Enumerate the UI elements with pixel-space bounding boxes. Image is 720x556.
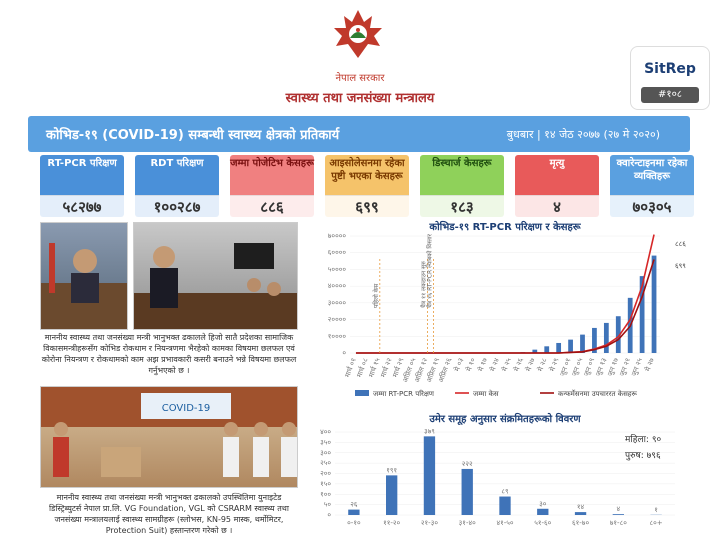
y-tick-label: ३५० [320, 438, 331, 447]
y-tick-label: ५० [323, 500, 331, 509]
y-tick-label: ५०००० [327, 265, 346, 274]
x-tick-label: २१-३० [420, 519, 438, 527]
stat-label: RDT परिक्षण [150, 158, 204, 169]
age-group-chart [305, 410, 705, 550]
sitrep-title: SitRep [644, 61, 696, 77]
x-tick-label: मार्च २२ [379, 356, 394, 379]
x-tick-label: मे १७ [476, 356, 489, 373]
x-tick-label: मार्च ०८ [355, 356, 370, 379]
value-label: २२२ [461, 459, 473, 468]
stat-value: ५८२७७ [40, 195, 124, 217]
total-case-line [356, 235, 654, 353]
female-count: महिला: ९० [625, 435, 662, 445]
x-tick-label: जुन १३ [594, 356, 609, 378]
x-tick-label: मार्च १५ [367, 356, 382, 379]
y-tick-label: ३०० [320, 448, 331, 457]
y-tick-label: ७०००० [327, 232, 346, 240]
y-tick-label: १०० [320, 490, 331, 499]
x-tick-label: मे २९ [548, 356, 561, 373]
y-tick-label: १०००० [327, 332, 346, 341]
sitrep-badge [630, 46, 710, 110]
value-label: ८९ [501, 487, 509, 496]
banner-text: COVID-19 [161, 403, 211, 414]
stat-label: मृत्यु [549, 158, 565, 169]
y-tick-label: ० [342, 349, 346, 357]
value-label: ३० [539, 499, 547, 508]
y-tick-label: २०००० [327, 315, 346, 324]
stat-label: RT-PCR परिक्षण [47, 158, 117, 169]
x-tick-label: मे १० [464, 356, 478, 373]
x-tick-label: ८०+ [649, 519, 663, 527]
event-annotation: पहिलो केस [372, 283, 380, 308]
active-case-line [356, 260, 654, 353]
x-tick-label: जुन ०९ [582, 356, 597, 378]
x-tick-label: जुन १७ [606, 356, 621, 378]
meeting-photo-left [40, 222, 128, 330]
end-label-active: ६९९ [675, 262, 686, 270]
y-tick-label: ४०००० [327, 282, 346, 291]
stat-box [230, 155, 314, 217]
stat-box [40, 155, 124, 217]
stat-value: ७०३०५ [610, 195, 694, 217]
stat-label: आइसोलेसनमा रहेका पुष्टी भएका केसहरू [329, 158, 405, 182]
stat-box [515, 155, 599, 217]
male-count: पुरुष: ७९६ [625, 451, 661, 461]
y-tick-label: १५० [320, 479, 331, 488]
x-tick-label: अप्रिल ०५ [401, 356, 418, 384]
stat-label: क्वारेन्टाइनमा रहेका व्यक्तिहरू [616, 158, 688, 182]
stat-value: ४ [515, 195, 599, 217]
y-tick-label: ४०० [320, 428, 331, 436]
top-photo-caption: माननीय स्वास्थ्य तथा जनसंख्या मन्त्री भानुभक्त ढकालले हिजो सातै प्रदेशका सामाजिक विकासमन्त्रीहरूसँग कोभिड रोकथाम र नियन्त्रणमा भैरहेको कामका विषयमा छलफल एवं कोरोना नियन्त्रण र रोकथामको काम अझ प्रभावकारी कसरी बनाउने भन्ने विषयमा छलफल गर्नुभएको छ । [41, 333, 297, 375]
bottom-photo-caption: माननीय स्वास्थ्य तथा जनसंख्या मन्त्री भानुभक्त ढकालको उपस्थितिमा युनाइटेड डिस्ट्रिब्युटर्स नेपाल प्रा.लि. VG Foundation, VGL को CSRARM स्वास्थ्य तथा जनसंख्या मन्त्रालयलाई स्वास्थ्य सामग्रीहरू (स्लोभस, KN-95 मास्क, थर्मोमिटर, Protection Suit) हस्तान्तरण गरेको छ । [48, 493, 289, 535]
handover-photo [40, 386, 298, 488]
x-tick-label: मे २७ [524, 356, 537, 373]
event-annotation: चैत्र १६ RT-PCR ल्याबको विस्तार [426, 234, 434, 308]
event-annotation: चैत्र ११ लकडाउन सुरु [420, 261, 428, 308]
testing-cases-chart [305, 218, 705, 408]
gov-label: नेपाल सरकार [335, 73, 385, 84]
age-bar [499, 497, 510, 515]
value-label: ४ [616, 505, 621, 514]
value-label: ३७९ [423, 427, 435, 436]
x-tick-label: मे २७ [643, 356, 656, 373]
chart-title: कोभिड-१९ RT-PCR परिक्षण र केसहरू [429, 222, 581, 233]
test-bar [568, 340, 573, 353]
sitrep-number: #१०८ [641, 87, 699, 103]
x-tick-label: मे २५ [500, 356, 513, 373]
y-tick-label: ३०००० [327, 298, 346, 307]
x-tick-label: मे ०३ [452, 356, 466, 373]
meeting-photo-right [133, 222, 298, 330]
x-tick-label: अप्रिल २६ [437, 356, 454, 384]
x-tick-label: जुन २५ [630, 356, 644, 378]
age-bar [613, 514, 624, 515]
x-tick-label: मार्च २९ [391, 356, 406, 379]
x-tick-label: ४१-५० [496, 519, 514, 527]
y-tick-label: २०० [320, 469, 331, 478]
x-tick-label: ०-१० [347, 519, 361, 527]
legend-label: कन्फर्मेसनमा उपचाररत केसहरू [558, 390, 637, 398]
stat-value: १८३ [420, 195, 504, 217]
end-label-total: ८८६ [675, 240, 686, 248]
x-tick-label: ७१-८० [609, 519, 627, 527]
x-tick-label: मार्च ०१ [343, 356, 358, 379]
age-bar [424, 436, 435, 515]
stat-box [135, 155, 219, 217]
stat-label: डिस्चार्ज केसहरू [432, 158, 492, 169]
y-tick-label: ० [327, 511, 331, 519]
age-bar [537, 509, 548, 515]
value-label: १४ [576, 503, 585, 512]
y-tick-label: ६०००० [327, 248, 346, 257]
nepal-emblem-icon [330, 8, 386, 62]
ministry-title: स्वास्थ्य तथा जनसंख्या मन्त्रालय [285, 91, 435, 106]
x-tick-label: ६१-७० [572, 519, 590, 527]
x-tick-label: ५१-६० [534, 519, 552, 527]
test-bar [604, 323, 609, 353]
report-banner [28, 116, 690, 152]
legend-label: जम्मा केस [473, 390, 499, 398]
test-bar [544, 346, 549, 353]
x-tick-label: ३१-४० [458, 519, 476, 527]
value-label: १ [654, 505, 658, 514]
test-bar [580, 335, 585, 353]
x-tick-label: ११-२० [383, 519, 401, 527]
test-bar [652, 256, 657, 353]
legend-label: जम्मा RT-PCR परिक्षण [373, 390, 434, 398]
x-tick-label: अप्रिल १२ [413, 356, 430, 384]
stat-label: जम्मा पोजेटिभ केसहरू [230, 158, 314, 169]
value-label: १९१ [386, 466, 398, 475]
stat-value: ६९९ [325, 195, 409, 217]
stat-value: ८८६ [230, 195, 314, 217]
test-bar [556, 343, 561, 353]
stat-box [610, 155, 694, 217]
x-tick-label: जुन २१ [618, 356, 633, 378]
stat-box [325, 155, 409, 217]
age-bar [575, 512, 586, 515]
age-bar [462, 469, 473, 515]
age-bar [348, 510, 359, 515]
chart-title: उमेर समूह अनुसार संक्रमितहरूको विवरण [429, 414, 581, 425]
banner-title: कोभिड-१९ (COVID-19) सम्बन्धी स्वास्थ्य क्षेत्रको प्रतिकार्य [46, 128, 340, 143]
x-tick-label: मे २८ [536, 356, 549, 373]
stat-boxes [40, 155, 700, 217]
x-tick-label: जुन ०५ [570, 356, 585, 378]
stat-value: १००२८७ [135, 195, 219, 217]
stat-box [420, 155, 504, 217]
x-tick-label: मे २४ [488, 356, 501, 373]
x-tick-label: मे २६ [512, 356, 525, 373]
x-tick-label: अप्रिल १९ [425, 356, 442, 384]
value-label: २६ [350, 500, 358, 509]
banner-date: बुधबार | १४ जेठ २०७७ (२७ मे २०२०) [506, 128, 660, 141]
y-tick-label: २५० [320, 459, 331, 468]
legend-swatch [355, 390, 369, 396]
header [0, 0, 720, 115]
age-bar [386, 475, 397, 515]
x-tick-label: जुन ०१ [558, 356, 573, 378]
